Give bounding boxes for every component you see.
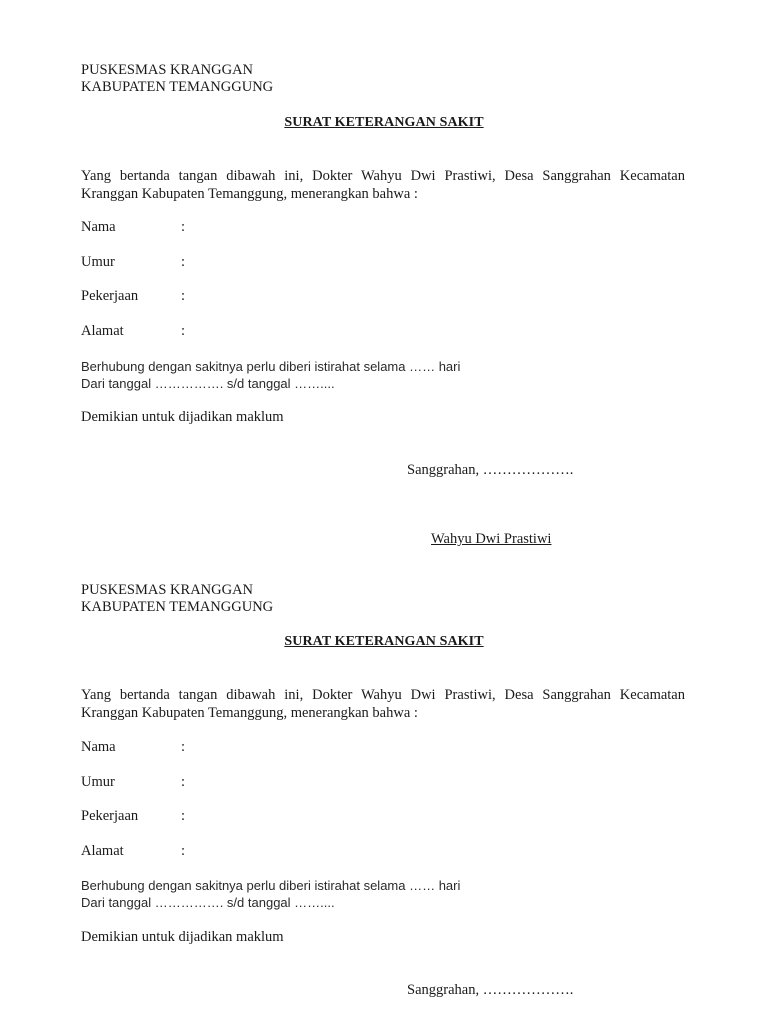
- field-umur: [81, 773, 185, 791]
- place-date: Sanggrahan, ……………….: [407, 982, 574, 998]
- letter-title: SURAT KETERANGAN SAKIT: [284, 115, 484, 130]
- rest-period: [81, 358, 685, 392]
- rest-days-line: Berhubung dengan sakitnya perlu diberi istirahat selama …… hari: [81, 359, 461, 374]
- field-colon: :: [181, 808, 186, 824]
- regency-name: KABUPATEN TEMANGGUNG: [81, 599, 274, 615]
- field-colon: :: [181, 843, 186, 859]
- signer-name: Wahyu Dwi Prastiwi: [431, 531, 552, 547]
- field-label: Alamat: [81, 843, 124, 859]
- place-date: Sanggrahan, ……………….: [407, 462, 574, 478]
- rest-days-line: Berhubung dengan sakitnya perlu diberi istirahat selama …… hari: [81, 878, 461, 893]
- field-label: Nama: [81, 219, 116, 235]
- field-label: Alamat: [81, 323, 124, 339]
- field-alamat: [81, 842, 185, 860]
- field-label: Pekerjaan: [81, 288, 139, 304]
- field-nama: [81, 738, 185, 756]
- field-colon: :: [181, 219, 186, 235]
- field-label: Umur: [81, 254, 115, 270]
- intro-paragraph: Yang bertanda tangan dibawah ini, Dokter Wahyu Dwi Prastiwi, Desa Sanggrahan Kecamatan Kranggan Kabupaten Temanggung, menerangkan bahwa :: [81, 168, 685, 202]
- field-colon: :: [181, 254, 186, 270]
- field-colon: :: [181, 288, 186, 304]
- field-colon: :: [181, 323, 186, 339]
- field-alamat: [81, 322, 185, 340]
- letterhead: [81, 582, 685, 616]
- field-pekerjaan: [81, 287, 185, 305]
- date-range-line: Dari tanggal ……………. s/d tanggal ……....: [81, 895, 335, 910]
- regency-name: KABUPATEN TEMANGGUNG: [81, 79, 274, 95]
- field-label: Pekerjaan: [81, 808, 139, 824]
- field-label: Nama: [81, 739, 116, 755]
- field-nama: [81, 218, 185, 236]
- clinic-name: PUSKESMAS KRANGGAN: [81, 582, 254, 598]
- closing-text: Demikian untuk dijadikan maklum: [81, 929, 284, 945]
- clinic-name: PUSKESMAS KRANGGAN: [81, 62, 254, 78]
- field-pekerjaan: [81, 807, 185, 825]
- field-umur: [81, 253, 185, 271]
- field-label: Umur: [81, 774, 115, 790]
- intro-paragraph: Yang bertanda tangan dibawah ini, Dokter Wahyu Dwi Prastiwi, Desa Sanggrahan Kecamatan Kranggan Kabupaten Temanggung, menerangkan bahwa :: [81, 687, 685, 721]
- letter-title: SURAT KETERANGAN SAKIT: [284, 634, 484, 649]
- field-colon: :: [181, 774, 186, 790]
- rest-period: [81, 877, 685, 911]
- field-colon: :: [181, 739, 186, 755]
- letterhead: [81, 62, 685, 96]
- closing-text: Demikian untuk dijadikan maklum: [81, 409, 284, 425]
- date-range-line: Dari tanggal ……………. s/d tanggal ……....: [81, 376, 335, 391]
